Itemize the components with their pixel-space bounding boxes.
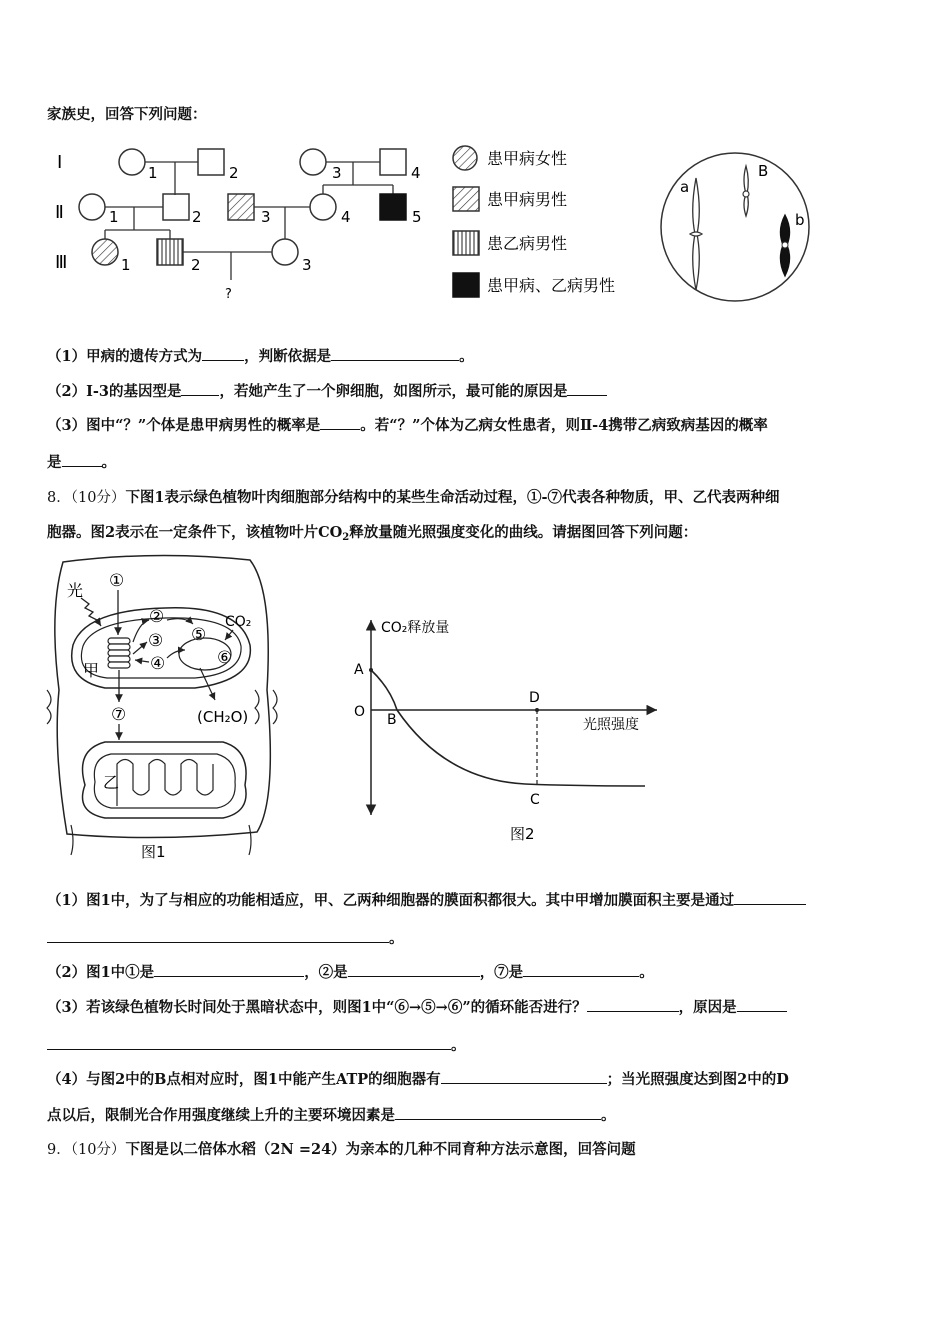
svg-text:C: C [530, 792, 540, 808]
individual-III-3 [272, 239, 298, 265]
svg-text:2: 2 [191, 256, 201, 274]
svg-text:2: 2 [229, 164, 239, 182]
legend-affected-male-icon [453, 187, 479, 211]
legend-affected-female-icon [453, 146, 477, 170]
individual-I-3 [300, 149, 326, 175]
svg-text:图1: 图1 [141, 843, 166, 861]
individual-III-2 [157, 239, 183, 265]
individual-I-2 [198, 149, 224, 175]
svg-text:图2: 图2 [510, 825, 535, 843]
svg-text:3: 3 [302, 256, 312, 274]
q8-sub3: （3）若该绿色植物长时间处于黑暗状态中，则图1中“⑥→⑤→⑥”的循环能否进行？ ，原因是 [47, 996, 787, 1017]
individual-I-1 [119, 149, 145, 175]
q8-sub1: （1）图1中，为了与相应的功能相适应，甲、乙两种细胞器的膜面积都很大。其中甲增加膜面积主要是通过 [47, 889, 806, 910]
pedigree-figure [45, 140, 645, 310]
q7-sub3-cont: 是 。 [47, 454, 116, 471]
svg-text:患乙病男性: 患乙病男性 [487, 234, 568, 253]
svg-text:4: 4 [341, 208, 351, 226]
svg-text:1: 1 [121, 256, 131, 274]
svg-text:O: O [354, 704, 366, 720]
q8-sub2: （2）图1中①是 ，②是 ，⑦是 。 [47, 964, 654, 981]
svg-text:5: 5 [412, 208, 422, 226]
svg-text:CO₂: CO₂ [225, 614, 252, 630]
svg-text:②: ② [149, 607, 165, 627]
svg-text:3: 3 [261, 208, 271, 226]
individual-II-5 [380, 194, 406, 220]
legend-both-diseases-male-icon [453, 273, 479, 297]
svg-text:患甲病女性: 患甲病女性 [487, 149, 568, 168]
egg-cell-figure [655, 150, 815, 305]
svg-text:光照强度: 光照强度 [583, 717, 639, 733]
figure1-cell-diagram [45, 550, 285, 865]
svg-text:3: 3 [332, 164, 342, 182]
svg-text:⑥: ⑥ [217, 648, 233, 668]
q7-sub1: （1）甲病的遗传方式为 ，判断依据是 。 [47, 348, 474, 365]
svg-text:③: ③ [148, 631, 164, 651]
svg-text:(CH₂O): (CH₂O) [197, 708, 249, 726]
generation-label-2: Ⅱ [55, 202, 64, 223]
svg-text:患甲病男性: 患甲病男性 [487, 190, 568, 209]
svg-text:D: D [529, 690, 540, 706]
svg-text:⑤: ⑤ [191, 625, 207, 645]
svg-text:1: 1 [109, 208, 119, 226]
intro-text: 家族史，回答下列问题： [47, 106, 207, 123]
individual-III-1 [92, 239, 118, 265]
individual-I-4 [380, 149, 406, 175]
individual-II-1 [79, 194, 105, 220]
svg-text:a: a [680, 178, 690, 196]
generation-label-1: Ⅰ [57, 152, 63, 173]
legend-disease-b-male-icon [453, 231, 479, 255]
svg-text:乙: 乙 [103, 773, 120, 792]
svg-text:④: ④ [150, 654, 166, 674]
generation-label-3: Ⅲ [55, 252, 68, 273]
q7-sub3: （3）图中“？”个体是患甲病男性的概率是 。若“？”个体为乙病女性患者，则Ⅱ-4携带乙病致病基因的概率 [47, 417, 768, 434]
svg-text:①: ① [109, 571, 125, 591]
q8-stem-line1: 8．（10分）下图1表示绿色植物叶肉细胞部分结构中的某些生命活动过程，①-⑦代表各种物质，甲、乙代表两种细 [47, 489, 780, 506]
svg-text:A: A [354, 662, 364, 678]
svg-text:B: B [387, 712, 397, 728]
svg-text:b: b [795, 211, 805, 229]
svg-text:1: 1 [148, 164, 158, 182]
svg-text:⑦: ⑦ [111, 705, 127, 725]
svg-text:患甲病、乙病男性: 患甲病、乙病男性 [487, 276, 616, 295]
figure2-graph [345, 610, 665, 845]
q8-sub4-cont: 点以后，限制光合作用强度继续上升的主要环境因素是 。 [47, 1107, 616, 1124]
svg-text:4: 4 [411, 164, 421, 182]
individual-II-3 [228, 194, 254, 220]
individual-II-4 [310, 194, 336, 220]
svg-text:甲: 甲 [83, 661, 100, 680]
q8-stem-line2: 胞器。图2表示在一定条件下，该植物叶片$CO_2$释放量随光照强度变化的曲线。请据图回答下列问题： [47, 524, 698, 543]
svg-text:光: 光 [67, 581, 84, 600]
q8-sub4: （4）与图2中的B点相对应时，图1中能产生ATP的细胞器有 ；当光照强度达到图2中的D [47, 1071, 789, 1088]
q8-sub1-cont: 。 [47, 927, 404, 948]
q7-sub2: （2）Ⅰ-3的基因型是 ，若她产生了一个卵细胞，如图所示，最可能的原因是 [47, 380, 607, 401]
unknown-individual: ? [225, 287, 232, 302]
individual-II-2 [163, 194, 189, 220]
svg-text:CO₂释放量: CO₂释放量 [381, 620, 450, 636]
q8-sub3-cont: 。 [47, 1034, 466, 1055]
svg-text:2: 2 [192, 208, 202, 226]
svg-text:B: B [758, 162, 769, 180]
q9-stem: 9．（10分）下图是以二倍体水稻（2N =24）为亲本的几种不同育种方法示意图，回答问题 [47, 1141, 636, 1158]
